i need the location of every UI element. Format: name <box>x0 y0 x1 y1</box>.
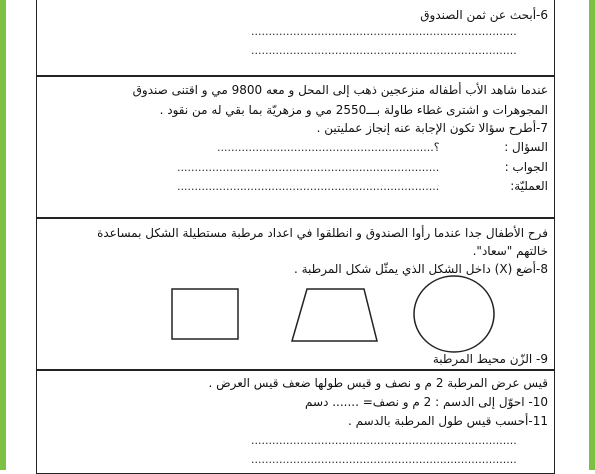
operation-line[interactable]: ........................................................................... <box>177 180 440 193</box>
shape-choices <box>37 219 556 371</box>
paragraph-line: عندما شاهد الأب أطفاله منزعجين ذهب إلى المحل و معه 9800 مي و اقتنى صندوق <box>132 83 548 97</box>
paragraph-line: قيس عرض المرطبة 2 م و نصف و قيس طولها ضعف قيس العرض . <box>208 376 548 390</box>
trapezoid-shape[interactable] <box>292 289 377 341</box>
answer-line[interactable]: ............................................................................ <box>251 453 517 466</box>
answer-line[interactable]: ............................................................................ <box>251 25 517 38</box>
rectangle-shape[interactable] <box>172 289 238 339</box>
worksheet <box>36 0 557 470</box>
page-border-left <box>0 0 6 470</box>
circle-shape[interactable] <box>414 276 494 352</box>
question-7: 7-أطرح سؤالا تكون الإجابة عنه إنجاز عمليتين . <box>316 121 548 135</box>
paragraph-line: فرح الأطفال جدا عندما رأوا الصندوق و انطلقوا في اعداد مرطبة مستطيلة الشكل بمساعدة <box>97 226 548 240</box>
section-1 <box>36 0 555 76</box>
question-11: 11-أحسب قيس طول المرطبة بالدسم . <box>347 414 548 428</box>
answer-line[interactable]: ............................................................................ <box>251 44 517 57</box>
question-8: 8-أضع (X) داخل الشكل الذي يمثّل شكل المرطبة . <box>293 262 548 276</box>
section-4 <box>36 370 555 474</box>
section-2 <box>36 76 555 218</box>
answer-line[interactable]: ............................................................................ <box>251 434 517 447</box>
answer-line[interactable]: ........................................................................... <box>177 161 440 174</box>
question-6: 6-أبحث عن ثمن الصندوق <box>420 8 548 22</box>
question-label: السؤال : <box>504 140 548 154</box>
question-10: 10- احوّل إلى الدسم : 2 م و نصف= ....... دسم <box>305 395 548 409</box>
operation-label: العمليّة: <box>510 179 548 193</box>
answer-label: الجواب : <box>504 160 548 174</box>
section-3 <box>36 218 555 370</box>
paragraph-line: المجوهرات و اشترى غطاء طاولة بـــ2550 مي و مزهريّة بما بقي له من نقود . <box>159 103 548 117</box>
paragraph-line: خالتهم "سعاد". <box>472 244 548 258</box>
question-9: 9- الزّن محيط المرطبة <box>432 352 548 366</box>
page-border-right <box>589 0 595 470</box>
question-answer-line[interactable]: ..............................................................؟ <box>217 141 440 154</box>
